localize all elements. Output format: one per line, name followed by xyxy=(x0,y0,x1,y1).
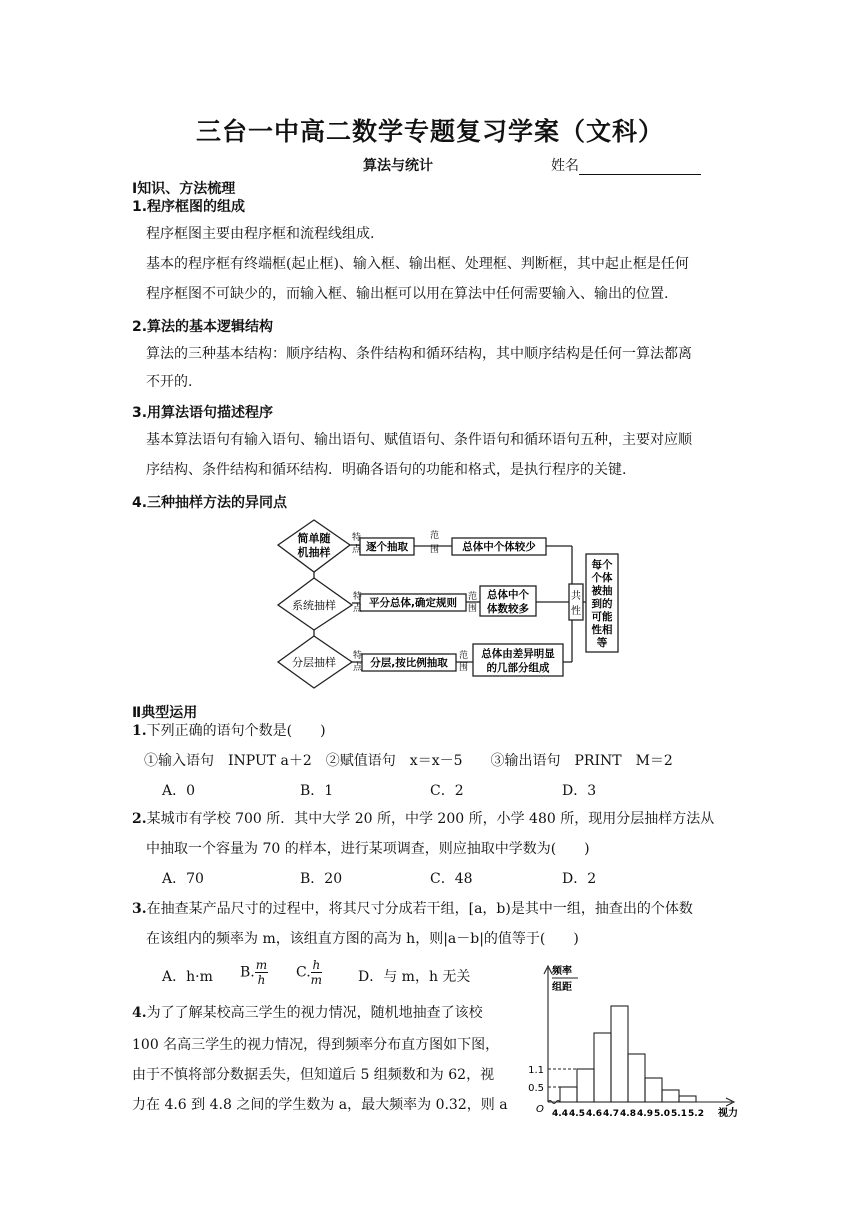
q2-line2: 中抽取一个容量为 70 的样本，进行某项调查，则应抽取中学数为( ) xyxy=(146,841,590,857)
q1-option-c: C．2 xyxy=(430,783,464,799)
q1-option-b: B．1 xyxy=(300,783,334,799)
x-axis-label: 视力 xyxy=(718,1108,738,1119)
item4-heading: 4.三种抽样方法的异同点 xyxy=(132,495,288,511)
subtitle: 算法与统计 xyxy=(363,158,433,174)
q4-num: 4. xyxy=(132,1005,147,1021)
common-label-1: 共 xyxy=(571,591,581,602)
section2-heading: Ⅱ典型运用 xyxy=(132,705,198,721)
x-tick-label: 4.4 xyxy=(552,1109,568,1119)
svg-text:个体: 个体 xyxy=(591,572,613,584)
feature-label-1b: 点 xyxy=(352,545,362,555)
feature-label-2b: 点 xyxy=(353,604,363,614)
q1-num: 1. xyxy=(132,723,147,739)
svg-text:性相: 性相 xyxy=(591,624,613,636)
svg-text:可能: 可能 xyxy=(591,611,613,623)
histogram-bar xyxy=(577,1069,594,1102)
item3-line1: 基本算法语句有输入语句、输出语句、赋值语句、条件语句和循环语句五种，主要对应顺 xyxy=(146,432,692,448)
histogram-bar xyxy=(679,1096,696,1102)
range-systematic-line2: 体数较多 xyxy=(487,603,529,615)
svg-text:等: 等 xyxy=(596,637,608,649)
q1-stem xyxy=(132,720,326,740)
item3-line2: 序结构、条件结构和循环结构．明确各语句的功能和格式，是执行程序的关键. xyxy=(146,462,627,478)
range-label-2b: 围 xyxy=(468,604,478,614)
feature-label-1: 特 xyxy=(352,533,362,543)
histogram-bar xyxy=(560,1087,577,1102)
q3-option-c-fraction: $\frac{h}{m}$ xyxy=(310,958,323,987)
page-title: 三台一中高二数学专题复习学案（文科） xyxy=(195,117,664,146)
svg-text:每个: 每个 xyxy=(591,559,613,571)
item1-heading: 1.程序框图的组成 xyxy=(132,199,246,215)
feature-stratified: 分层,按比例抽取 xyxy=(370,657,448,669)
method-stratified: 分层抽样 xyxy=(292,656,336,669)
x-tick-label: 4.6 xyxy=(586,1109,602,1119)
svg-text:到的: 到的 xyxy=(591,598,613,610)
x-tick-label: 4.5 xyxy=(569,1109,585,1119)
x-tick-label: 4.7 xyxy=(603,1109,619,1119)
item2-heading: 2.算法的基本逻辑结构 xyxy=(132,319,274,335)
q4-line4: 力在 4.6 到 4.8 之间的学生数为 a，最大频率为 0.32，则 a xyxy=(132,1097,508,1113)
histogram-bar xyxy=(662,1090,679,1102)
name-field xyxy=(551,155,701,175)
sampling-diagram xyxy=(276,518,621,690)
q4-line3: 由于不慎将部分数据丢失，但知道后 5 组频数和为 62，视 xyxy=(132,1067,495,1083)
feature-label-3: 特 xyxy=(353,651,363,661)
item2-line1: 算法的三种基本结构：顺序结构、条件结构和循环结构，其中顺序结构是任何一算法都离 xyxy=(146,346,692,362)
q3-num: 3. xyxy=(132,901,147,917)
q2-option-d: D．2 xyxy=(562,871,597,887)
range-label-1b: 围 xyxy=(430,545,440,555)
q3-option-a: A．h·m xyxy=(162,969,213,985)
q3-option-b: B. $\frac{m}{h}$ xyxy=(240,958,268,987)
range-stratified-line2: 的几部分组成 xyxy=(486,662,550,674)
histogram-bar xyxy=(628,1054,645,1102)
histogram-bar xyxy=(594,1033,611,1102)
q2-num: 2. xyxy=(132,811,147,827)
common-label-2: 性 xyxy=(571,606,581,617)
q2-option-c: C．48 xyxy=(430,871,473,887)
y-tick-label: 0.5 xyxy=(528,1083,544,1094)
q2-option-b: B．20 xyxy=(300,871,343,887)
frequency-histogram xyxy=(520,962,750,1120)
q4-line2: 100 名高三学生的视力情况，得到频率分布直方图如下图， xyxy=(132,1037,500,1053)
q1-statements: ①输入语句 INPUT a＋2 ②赋值语句 x＝x－5 ③输出语句 PRINT M＝2 xyxy=(144,753,673,769)
q3-option-c: C. $\frac{h}{m}$ xyxy=(296,958,323,987)
item1-line1: 程序框图主要由程序框和流程线组成. xyxy=(146,226,375,242)
range-label-3: 范 xyxy=(459,651,469,661)
section1-heading: Ⅰ知识、方法梳理 xyxy=(132,181,236,197)
q2-line1: 2.某城市有学校 700 所．其中大学 20 所，中学 200 所，小学 480 所，现用分层抽样方法从 xyxy=(132,811,715,827)
y-label-top: 频率 xyxy=(552,966,572,977)
y-label-bottom: 组距 xyxy=(552,982,572,993)
item2-line2: 不开的. xyxy=(146,374,193,390)
range-label-2: 范 xyxy=(468,592,478,602)
x-tick-label: 4.8 xyxy=(620,1109,636,1119)
item1-line2: 基本的程序框有终端框(起止框)、输入框、输出框、处理框、判断框，其中起止框是任何 xyxy=(146,256,689,272)
method-systematic: 系统抽样 xyxy=(292,599,336,612)
name-blank-line xyxy=(579,160,701,175)
range-label-3b: 围 xyxy=(459,663,469,673)
range-systematic-line1: 总体中个 xyxy=(487,589,529,601)
range-stratified-line1: 总体由差异明显 xyxy=(481,648,555,660)
q1-option-d: D．3 xyxy=(562,783,597,799)
range-simple-random: 总体中个体较少 xyxy=(462,541,536,553)
q3-line2: 在该组内的频率为 m，该组直方图的高为 h，则|a－b|的值等于( ) xyxy=(146,931,579,947)
q3-option-d: D．与 m，h 无关 xyxy=(358,969,471,985)
x-tick-label: 5.1 xyxy=(671,1109,687,1119)
svg-text:被抽: 被抽 xyxy=(591,585,613,597)
q4-line1: 4.为了了解某校高三学生的视力情况，随机地抽查了该校 xyxy=(132,1005,483,1021)
q1-text: 下列正确的语句个数是( ) xyxy=(146,723,326,739)
histogram-bar xyxy=(611,1006,628,1102)
name-label: 姓名 xyxy=(551,158,579,174)
q1-option-a: A．0 xyxy=(162,783,196,799)
range-label-1: 范 xyxy=(430,531,440,541)
x-tick-label: 4.9 xyxy=(637,1109,653,1119)
histogram-bar xyxy=(645,1078,662,1102)
q3-option-b-fraction: $\frac{m}{h}$ xyxy=(255,958,268,987)
q3-line1: 3.在抽查某产品尺寸的过程中，将其尺寸分成若干组，[a，b)是其中一组，抽查出的个体数 xyxy=(132,901,693,917)
item3-heading: 3.用算法语句描述程序 xyxy=(132,405,274,421)
method-simple-random-line1: 简单随 xyxy=(297,532,331,545)
origin-label: O xyxy=(536,1104,544,1115)
feature-systematic: 平分总体,确定规则 xyxy=(369,597,457,609)
feature-label-3b: 点 xyxy=(353,663,363,673)
q2-option-a: A．70 xyxy=(162,871,204,887)
x-tick-label: 5.0 xyxy=(654,1109,670,1119)
common-text xyxy=(592,558,613,649)
y-tick-label: 1.1 xyxy=(528,1065,544,1076)
feature-simple-random: 逐个抽取 xyxy=(366,541,408,553)
item1-line3: 程序框图不可缺少的，而输入框、输出框可以用在算法中任何需要输入、输出的位置. xyxy=(146,286,669,302)
x-tick-label: 5.2 xyxy=(688,1109,704,1119)
method-simple-random-line2: 机抽样 xyxy=(297,546,331,559)
feature-label-2: 特 xyxy=(353,592,363,602)
